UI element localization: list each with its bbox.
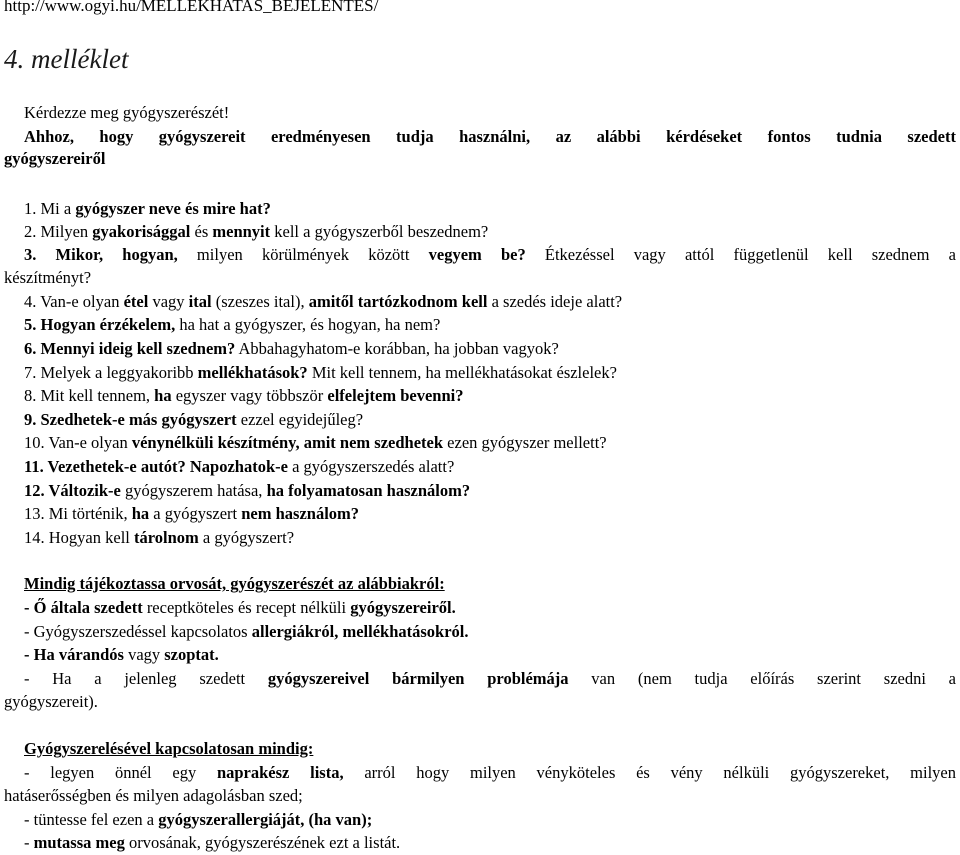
section-2-bullet-1: - legyen önnél egy naprakész lista, arról hogy milyen vényköteles és vény nélküli gyógyszereket, milyen <box>24 763 956 782</box>
section-1-bullet-1: - Ő általa szedett receptköteles és recept nélküli gyógyszereiről. <box>24 598 456 617</box>
question-5: 5. Hogyan érzékelem, ha hat a gyógyszer, és hogyan, ha nem? <box>24 315 441 334</box>
section-1-bullet-4-cont: gyógyszereit). <box>4 692 98 711</box>
section-1-title: Mindig tájékoztassa orvosát, gyógyszerészét az alábbiakról: <box>24 574 445 593</box>
intro-line-2: Ahhoz, hogy gyógyszereit eredményesen tudja használni, az alábbi kérdéseket fontos tudnia szedett <box>24 127 956 146</box>
question-7: 7. Melyek a leggyakoribb mellékhatások? Mit kell tennem, ha mellékhatásokat észlelek? <box>24 363 617 382</box>
question-6: 6. Mennyi ideig kell szednem? Abbahagyhatom-e korábban, ha jobban vagyok? <box>24 339 559 358</box>
document-heading: 4. melléklet <box>4 44 129 74</box>
question-13: 13. Mi történik, ha a gyógyszert nem használom? <box>24 504 360 523</box>
question-3: 3. Mikor, hogyan, milyen körülmények között vegyem be? Étkezéssel vagy attól függetlenül kell szednem a <box>24 245 956 264</box>
section-1-bullet-2: - Gyógyszerszedéssel kapcsolatos allergiákról, mellékhatásokról. <box>24 622 469 641</box>
question-4: 4. Van-e olyan étel vagy ital (szeszes ital), amitől tartózkodnom kell a szedés ideje alatt? <box>24 292 623 311</box>
section-2-bullet-3: - mutassa meg orvosának, gyógyszerészének ezt a listát. <box>24 833 401 852</box>
question-14: 14. Hogyan kell tárolnom a gyógyszert? <box>24 528 295 547</box>
question-2: 2. Milyen gyakorisággal és mennyit kell a gyógyszerből beszednem? <box>24 222 489 241</box>
section-2-bullet-1-cont: hatáserősségben és milyen adagolásban szed; <box>4 786 303 805</box>
source-url[interactable]: http://www.ogyi.hu/MELLEKHATAS_BEJELENTES/ <box>4 0 379 15</box>
intro-line-1: Kérdezze meg gyógyszerészét! <box>24 103 230 122</box>
question-11: 11. Vezethetek-e autót? Napozhatok-e a gyógyszerszedés alatt? <box>24 457 455 476</box>
intro-line-3: gyógyszereiről <box>4 149 106 168</box>
section-1-bullet-4: - Ha a jelenleg szedett gyógyszereivel bármilyen problémája van (nem tudja előírás szerint szedni a <box>24 669 957 688</box>
section-2-bullet-2: - tüntesse fel ezen a gyógyszerallergiáját, (ha van); <box>24 810 373 829</box>
question-9: 9. Szedhetek-e más gyógyszert ezzel egyidejűleg? <box>24 410 364 429</box>
question-1: 1. Mi a gyógyszer neve és mire hat? <box>24 199 271 218</box>
section-2-title: Gyógyszerelésével kapcsolatosan mindig: <box>24 739 314 758</box>
question-10: 10. Van-e olyan vénynélküli készítmény, amit nem szedhetek ezen gyógyszer mellett? <box>24 433 607 452</box>
question-12: 12. Változik-e gyógyszerem hatása, ha folyamatosan használom? <box>24 481 471 500</box>
section-1-bullet-3: - Ha várandós vagy szoptat. <box>24 645 219 664</box>
question-8: 8. Mit kell tennem, ha egyszer vagy többször elfelejtem bevenni? <box>24 386 464 405</box>
question-3-cont: készítményt? <box>4 268 92 287</box>
